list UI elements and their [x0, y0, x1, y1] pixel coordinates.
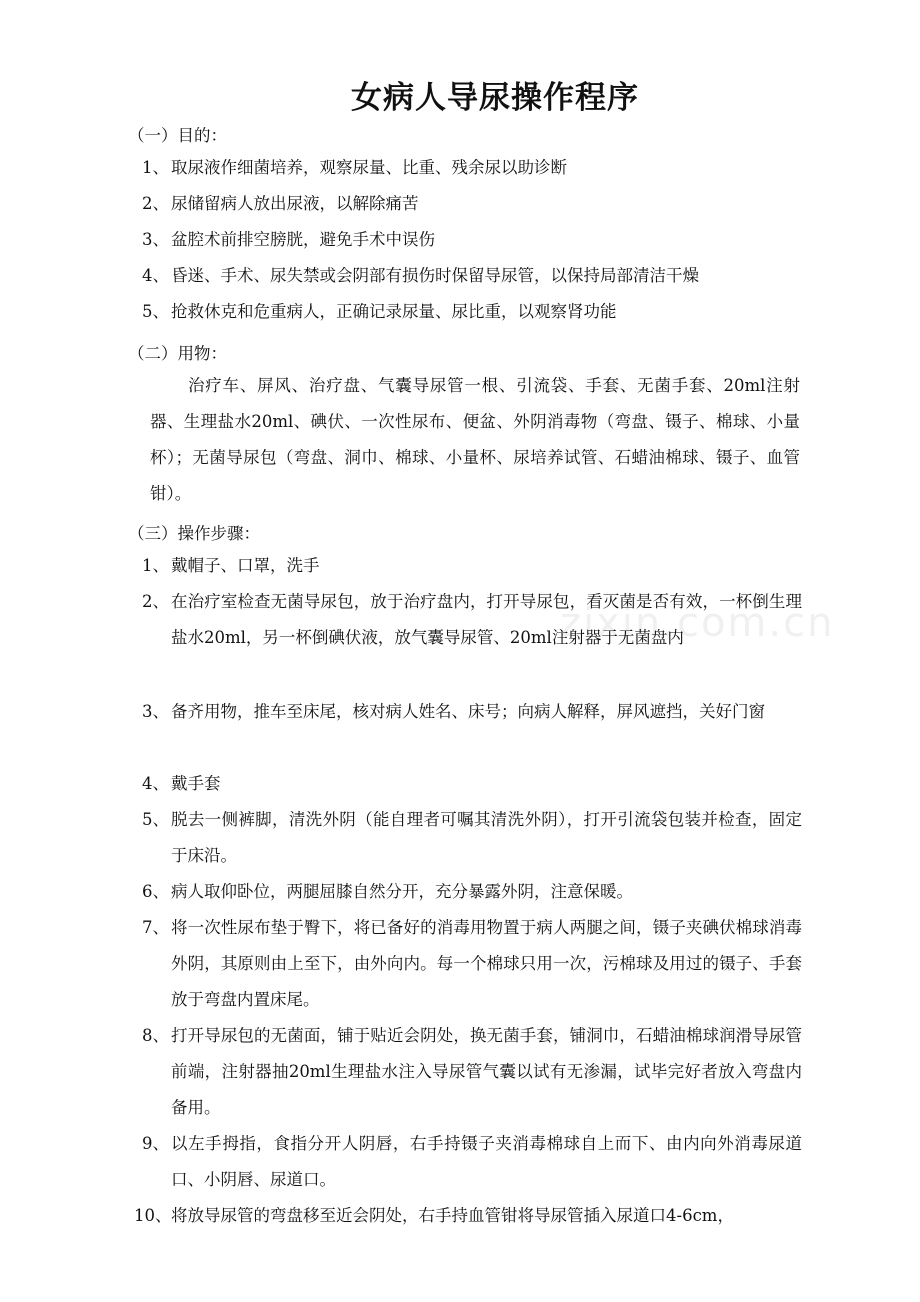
step-item: [142, 548, 802, 584]
item-text: 将一次性尿布垫于臀下，将已备好的消毒用物置于病人两腿之间，镊子夹碘伏棉球消毒外阴，其原则由上至下，由外向内。每一个棉球只用一次，污棉球及用过的镊子、手套放于弯盘内置床尾。: [171, 918, 802, 1009]
item-number: 4、: [142, 774, 169, 793]
item-number: 3、: [142, 230, 169, 249]
item-text: 抢救休克和危重病人，正确记录尿量、尿比重，以观察肾功能: [171, 302, 617, 321]
item-number: 10、: [134, 1206, 172, 1225]
item-number: 5、: [142, 810, 169, 829]
item-text: 戴手套: [171, 774, 221, 793]
item-number: 4、: [142, 266, 169, 285]
step-item: [134, 1198, 802, 1234]
item-text: 在治疗室检查无菌导尿包，放于治疗盘内，打开导尿包，看灭菌是否有效，一杯倒生理盐水20ml，另一杯倒碘伏液，放气囊导尿管、20ml注射器于无菌盘内: [171, 592, 802, 647]
item-text: 以左手拇指，食指分开人阴唇，右手持镊子夹消毒棉球自上而下、由内向外消毒尿道口、小阴唇、尿道口。: [171, 1134, 802, 1189]
section-heading-purpose: （一）目的：: [128, 126, 227, 145]
section-heading-steps: （三）操作步骤：: [128, 524, 260, 543]
item-text: 尿储留病人放出尿液，以解除痛苦: [171, 194, 419, 213]
item-text: 脱去一侧裤脚，清洗外阴（能自理者可嘱其清洗外阴），打开引流袋包装并检查，固定于床沿。: [171, 810, 802, 865]
purpose-item: [142, 222, 802, 258]
item-number: 8、: [142, 1026, 169, 1045]
document-title: 女病人导尿操作程序: [351, 80, 639, 116]
item-number: 9、: [142, 1134, 169, 1153]
purpose-item: [142, 150, 802, 186]
item-number: 7、: [142, 918, 169, 937]
step-item: [142, 910, 802, 1018]
supplies-paragraph: 治疗车、屏风、治疗盘、气囊导尿管一根、引流袋、手套、无菌手套、20ml注射器、生理盐水20ml、碘伏、一次性尿布、便盆、外阴消毒物（弯盘、镊子、棉球、小量杯）；无菌导尿包（弯盘、洞巾、棉球、小量杯、尿培养试管、石蜡油棉球、镊子、血管钳）。: [150, 376, 800, 503]
item-text: 昏迷、手术、尿失禁或会阴部有损伤时保留导尿管，以保持局部清洁干燥: [171, 266, 699, 285]
item-text: 戴帽子、口罩，洗手: [171, 556, 320, 575]
item-number: 5、: [142, 302, 169, 321]
item-text: 取尿液作细菌培养，观察尿量、比重、残余尿以助诊断: [171, 158, 567, 177]
step-item: [142, 802, 802, 874]
item-text: 将放导尿管的弯盘移至近会阴处，右手持血管钳将导尿管插入尿道口4-6cm，: [171, 1206, 734, 1225]
item-number: 2、: [142, 194, 169, 213]
step-item: [142, 874, 802, 910]
item-number: 2、: [142, 592, 169, 611]
item-number: 6、: [142, 882, 169, 901]
purpose-item: [142, 258, 802, 294]
purpose-item: [142, 294, 802, 330]
item-text: 打开导尿包的无菌面，铺于贴近会阴处，换无菌手套，铺洞巾，石蜡油棉球润滑导尿管前端，注射器抽20ml生理盐水注入导尿管气囊以试有无渗漏，试毕完好者放入弯盘内备用。: [171, 1026, 802, 1117]
item-text: 盆腔术前排空膀胱，避免手术中误伤: [171, 230, 435, 249]
section-heading-supplies: （二）用物：: [128, 344, 227, 363]
item-number: 3、: [142, 702, 169, 721]
item-text: 病人取仰卧位，两腿屈膝自然分开，充分暴露外阴，注意保暖。: [171, 882, 633, 901]
step-item: [142, 1018, 802, 1126]
step-item: [142, 584, 802, 656]
step-item: [142, 1126, 802, 1198]
item-number: 1、: [142, 556, 169, 575]
watermark: zixin.com.cn: [560, 600, 835, 646]
step-item: [142, 766, 802, 802]
step-item: [142, 694, 802, 730]
purpose-item: [142, 186, 802, 222]
item-number: 1、: [142, 158, 169, 177]
item-text: 备齐用物，推车至床尾，核对病人姓名、床号；向病人解释，屏风遮挡，关好门窗: [171, 702, 765, 721]
